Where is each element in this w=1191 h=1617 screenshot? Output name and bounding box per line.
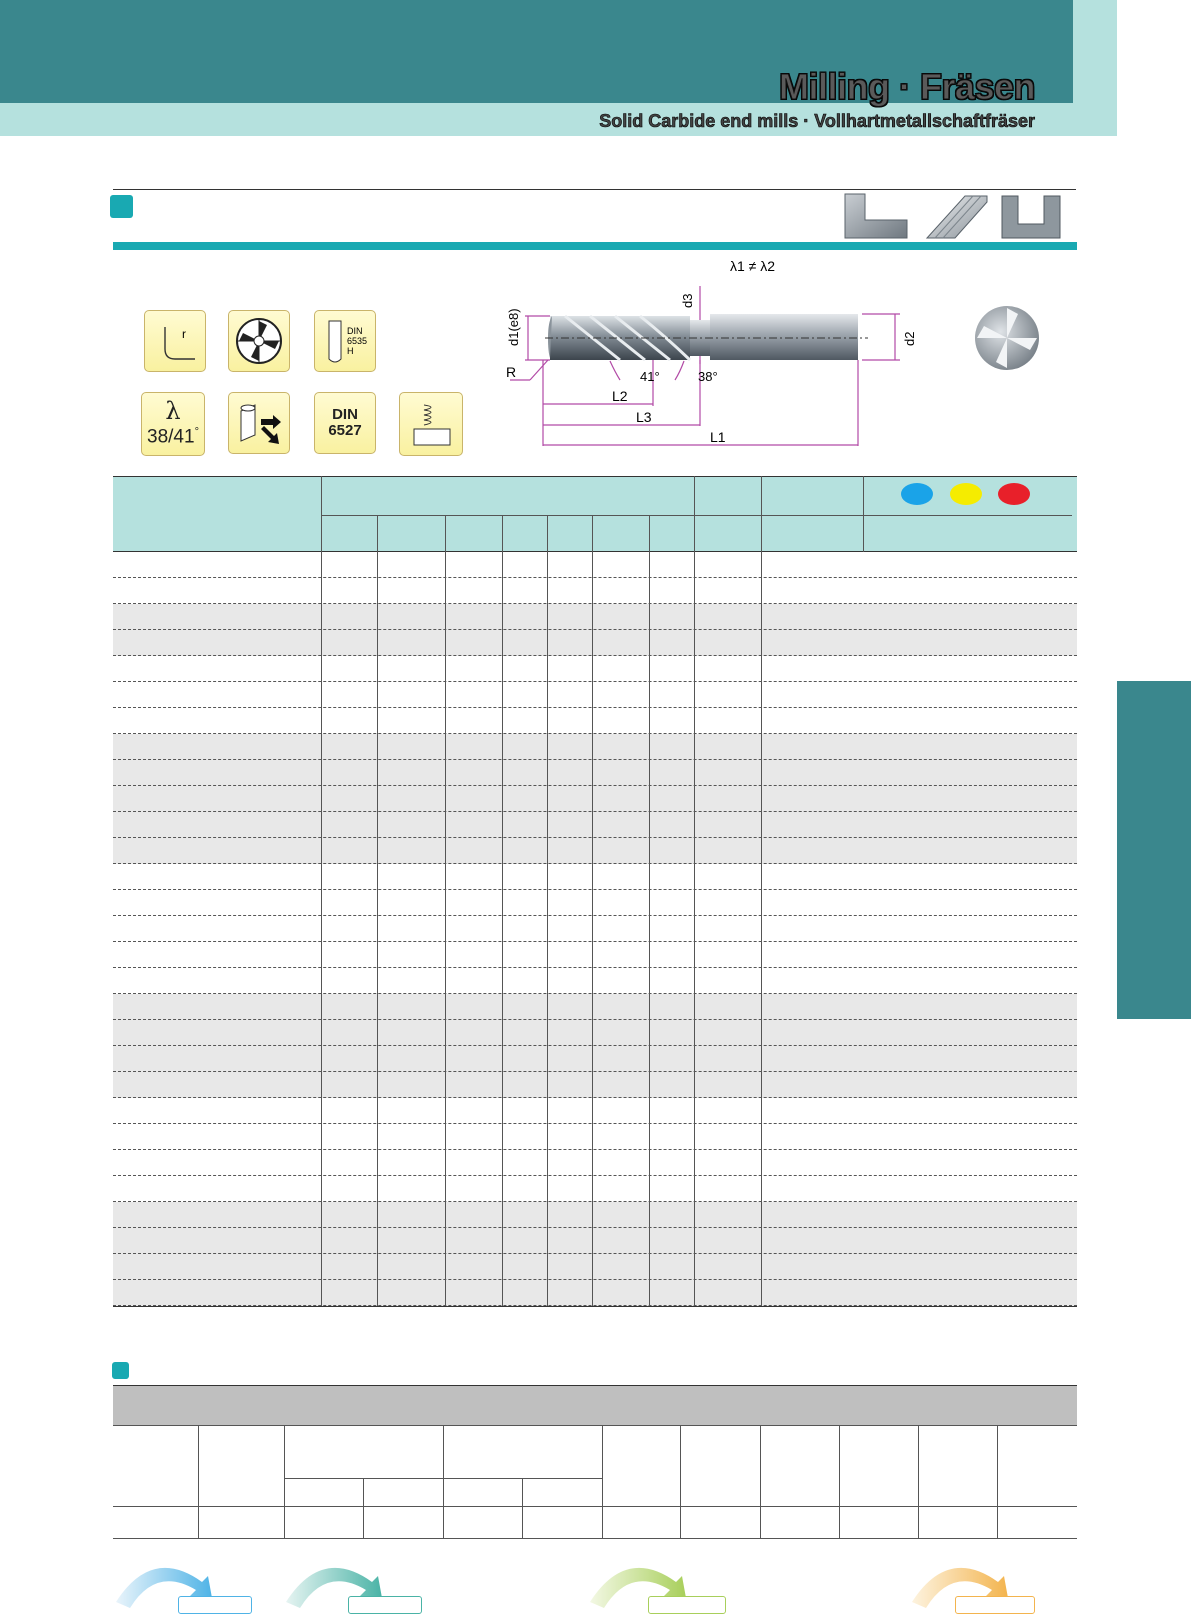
step-box-2 (348, 1596, 422, 1614)
din6527-number: 6527 (328, 422, 362, 439)
table-row (113, 734, 1077, 760)
shoulder-milling-icon (843, 192, 909, 240)
table-row (113, 942, 1077, 968)
din-number: 6535 (347, 336, 368, 346)
table-row (113, 890, 1077, 916)
table-header (113, 476, 1077, 551)
bottom-table-border (113, 1538, 1077, 1539)
center-cutting-icon (231, 395, 287, 451)
bottom-sub-column-divider (363, 1478, 364, 1538)
side-tab (1117, 681, 1191, 1019)
column-divider (863, 476, 864, 552)
corner-radius-icon (147, 313, 203, 369)
d1-label: d1(e8) (506, 308, 521, 346)
coating-dot-blue (901, 483, 933, 505)
table-row (113, 708, 1077, 734)
helix-angle-value: 38/41 (147, 426, 195, 448)
table-row (113, 552, 1077, 578)
table-row (113, 1046, 1077, 1072)
shank-section (710, 314, 858, 360)
coating-dot-red (998, 483, 1030, 505)
column-divider (649, 515, 650, 1306)
page-title: Milling · Fräsen (778, 66, 1035, 107)
step-box-4 (955, 1596, 1035, 1614)
table-row (113, 1228, 1077, 1254)
din-type: H (347, 346, 354, 356)
four-flute-icon (231, 313, 287, 369)
din6527-feature (314, 392, 376, 454)
column-divider (694, 476, 695, 1306)
radius-dim-label: R (506, 364, 517, 380)
bottom-column-divider (443, 1425, 444, 1538)
section-marker-icon (110, 195, 133, 218)
bottom-column-divider (918, 1425, 919, 1538)
din6535-feature (314, 310, 376, 372)
column-divider (502, 515, 503, 1306)
spiral-coil-icon (402, 395, 460, 453)
table-row (113, 812, 1077, 838)
table-row (113, 1098, 1077, 1124)
d2-label: d2 (902, 331, 917, 346)
bottom-column-divider (198, 1425, 199, 1538)
shank-din6535-icon (317, 313, 373, 369)
table-row (113, 968, 1077, 994)
table-row (113, 1150, 1077, 1176)
table-row (113, 604, 1077, 630)
coolant-feature (399, 392, 463, 456)
table-row (113, 786, 1077, 812)
bottom-sub-column-divider (522, 1478, 523, 1538)
table-row (113, 1202, 1077, 1228)
section-underline (113, 242, 1077, 250)
lambda-symbol: λ (165, 397, 181, 426)
slot-milling-icon (1000, 192, 1064, 240)
center-cutting-feature (228, 392, 290, 454)
l3-label: L3 (636, 409, 652, 425)
four-flute-feature (228, 310, 290, 372)
table-row (113, 916, 1077, 942)
table-row (113, 630, 1077, 656)
din6527-label: DIN (332, 406, 358, 423)
table-row (113, 994, 1077, 1020)
table-row (113, 656, 1077, 682)
bottom-column-divider (602, 1425, 603, 1538)
table-bottom-border (113, 1306, 1077, 1307)
angle1-label: 41° (640, 369, 660, 384)
table-row (113, 682, 1077, 708)
table-row (113, 1072, 1077, 1098)
column-divider (445, 515, 446, 1306)
bottom-column-divider (760, 1425, 761, 1538)
bottom-table-header (113, 1385, 1077, 1425)
coating-dot-yellow (950, 483, 982, 505)
column-divider (321, 476, 322, 1306)
radius-label: r (182, 327, 186, 341)
degree-symbol: ° (194, 426, 199, 439)
header-sub-divider (321, 515, 1072, 516)
bottom-column-divider (284, 1425, 285, 1538)
table-row (113, 864, 1077, 890)
bottom-column-divider (997, 1425, 998, 1538)
table-row (113, 1280, 1077, 1306)
l1-label: L1 (710, 429, 726, 445)
end-mill-drawing (470, 256, 1065, 466)
table-row (113, 1176, 1077, 1202)
bottom-column-divider (680, 1425, 681, 1538)
table-row (113, 1020, 1077, 1046)
column-divider (592, 515, 593, 1306)
header-corner-block (1073, 0, 1117, 136)
table-row (113, 760, 1077, 786)
table-row (113, 838, 1077, 864)
l2-label: L2 (612, 388, 628, 404)
helix-note: λ1 ≠ λ2 (730, 258, 776, 274)
bottom-column-divider (839, 1425, 840, 1538)
bottom-header-border (113, 1425, 1077, 1426)
column-divider (547, 515, 548, 1306)
table-row (113, 578, 1077, 604)
column-divider (377, 515, 378, 1306)
table-row (113, 1254, 1077, 1280)
step-box-3 (648, 1596, 726, 1614)
slope-milling-icon (925, 192, 989, 240)
step-box-1 (178, 1596, 252, 1614)
table-top-border (113, 476, 1077, 477)
din-label: DIN (347, 326, 363, 336)
page-subtitle: Solid Carbide end mills · Vollhartmetallschaftfräser (599, 111, 1035, 131)
bottom-row-divider (113, 1506, 1077, 1507)
column-divider (761, 476, 762, 1306)
d3-label: d3 (680, 293, 695, 308)
section-divider (113, 189, 1076, 190)
corner-radius-feature (144, 310, 206, 372)
section-marker-small-icon (112, 1362, 129, 1379)
angle2-label: 38° (698, 369, 718, 384)
helix-angle-feature (141, 392, 205, 456)
table-row (113, 1124, 1077, 1150)
